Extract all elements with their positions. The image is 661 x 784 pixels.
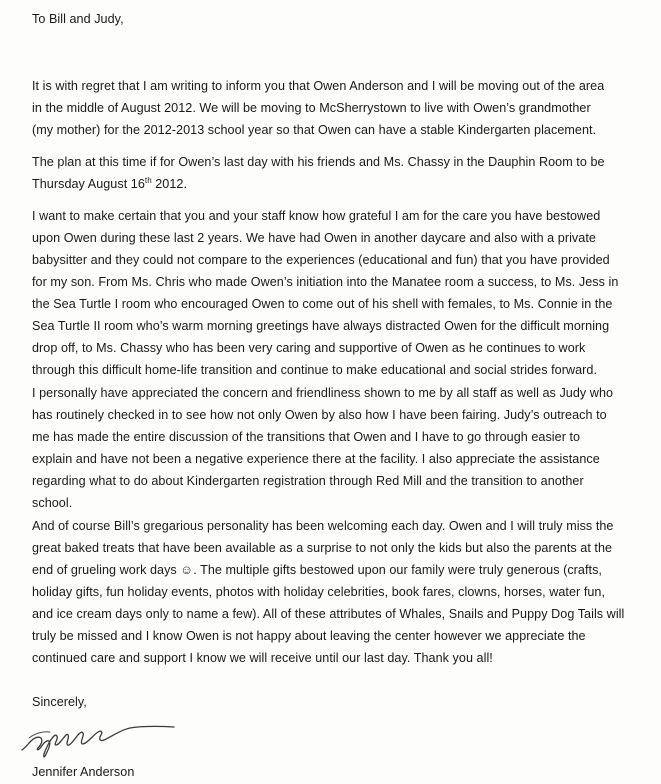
date-ordinal-suffix: th	[144, 175, 152, 185]
paragraph-line: the Sea Turtle I room who encouraged Owen to come out of his shell with females, to Ms. Connie in the	[32, 297, 613, 311]
paragraph-line: It is with regret that I am writing to inform you that Owen Anderson and I will be moving out of the area	[32, 79, 605, 93]
paragraph-gratitude	[32, 205, 654, 381]
paragraph-line: The plan at this time if for Owen’s last day with his friends and Ms. Chassy in the Dauphin Room to be	[32, 155, 605, 169]
paragraph-line: holiday gifts, fun holiday events, photos with holiday celebrities, book fares, clowns, horses, water fun,	[32, 585, 606, 599]
paragraph-line: me has made the entire discussion of the transitions that Owen and I have to go through easier to	[32, 430, 581, 444]
salutation	[32, 8, 654, 30]
paragraph-line: And of course Bill’s gregarious personality has been welcoming each day. Owen and I will truly miss the	[32, 519, 614, 533]
paragraph-moving-notice	[32, 75, 654, 141]
date-year-text: 2012.	[151, 177, 188, 191]
signer-name-line: Jennifer Anderson	[32, 765, 135, 779]
salutation-line: To Bill and Judy,	[32, 12, 124, 26]
paragraph-line: has routinely checked in to see how not only Owen by also how I have been fairing. Judy’s outreach to	[32, 408, 607, 422]
closing-line: Sincerely,	[32, 695, 87, 709]
paragraph-line	[32, 173, 654, 195]
paragraph-line: end of grueling work days ☺. The multiple gifts bestowed upon our family were truly generous (crafts,	[32, 563, 602, 577]
paragraph-line: in the middle of August 2012. We will be moving to McSherrystown to live with Owen’s grandmother	[32, 101, 591, 115]
paragraph-appreciation	[32, 382, 654, 514]
paragraph-line: I want to make certain that you and your staff know how grateful I am for the care you have bestowed	[32, 209, 601, 223]
paragraph-line: explain and have not been a negative experience there at the facility. I also appreciate the assistance	[32, 452, 600, 466]
paragraph-line: and ice cream days only to name a few). All of these attributes of Whales, Snails and Puppy Dog Tails will	[32, 607, 625, 621]
paragraph-line: for my son. From Ms. Chris who made Owen’s initiation into the Manatee room a success, to Ms. Jess in	[32, 275, 619, 289]
signer-name	[32, 761, 654, 783]
paragraph-line: Sea Turtle II room who’s warm morning greetings have always distracted Owen for the difficult morning	[32, 319, 610, 333]
paragraph-line: drop off, to Ms. Chassy who has been very caring and supportive of Owen as he continues to work	[32, 341, 586, 355]
paragraph-line: babysitter and they could not compare to the experiences (educational and fun) that you have provided	[32, 253, 610, 267]
paragraph-line: continued care and support I know we will receive until our last day. Thank you all!	[32, 651, 493, 665]
paragraph-last-day	[32, 151, 654, 195]
closing	[32, 691, 654, 713]
paragraph-line: I personally have appreciated the concern and friendliness shown to me by all staff as well as Judy who	[32, 386, 614, 400]
handwritten-signature	[16, 714, 186, 762]
paragraph-line: school.	[32, 496, 73, 510]
paragraph-line: truly be missed and I know Owen is not happy about leaving the center however we appreciate the	[32, 629, 586, 643]
date-text: Thursday August 16	[32, 177, 145, 191]
paragraph-line: upon Owen during these last 2 years. We have had Owen in another daycare and also with a private	[32, 231, 596, 245]
paragraph-thanks	[32, 515, 654, 669]
paragraph-line: regarding what to do about Kindergarten registration through Red Mill and the transition to another	[32, 474, 584, 488]
paragraph-line: (my mother) for the 2012-2013 school year so that Owen can have a stable Kindergarten placement.	[32, 123, 597, 137]
paragraph-line: through this difficult home-life transition and continue to make educational and social strides forward.	[32, 363, 597, 377]
paragraph-line: great baked treats that have been available as a surprise to not only the kids but also the parents at the	[32, 541, 613, 555]
